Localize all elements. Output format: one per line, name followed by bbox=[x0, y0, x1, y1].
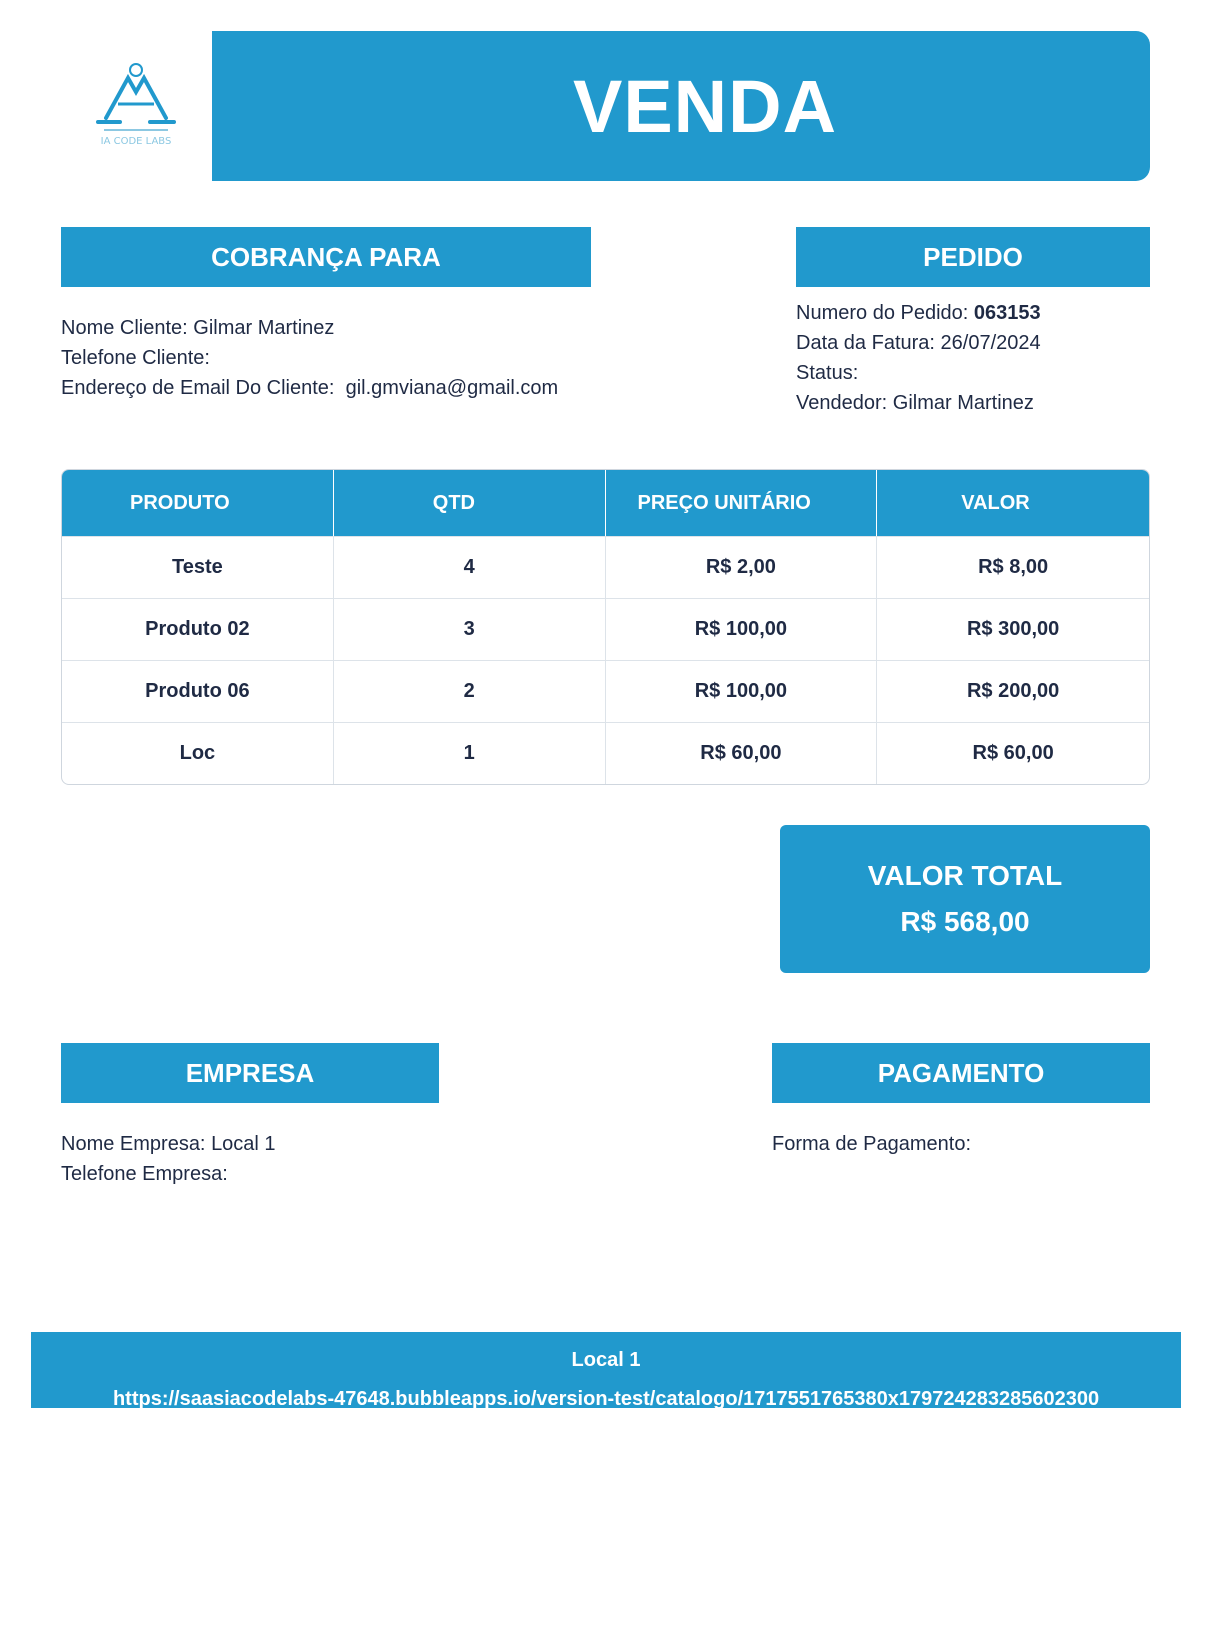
company-info bbox=[61, 1129, 481, 1189]
client-phone-line: Telefone Cliente: bbox=[61, 347, 210, 369]
header-qtd: QTD bbox=[334, 470, 606, 536]
cell-preco: R$ 100,00 bbox=[606, 598, 878, 660]
total-label: VALOR TOTAL bbox=[867, 860, 1063, 891]
cell-preco: R$ 2,00 bbox=[606, 536, 878, 598]
company-phone-line: Telefone Empresa: bbox=[61, 1163, 228, 1185]
company-name: Local 1 bbox=[211, 1133, 276, 1155]
seller-line: Vendedor: Gilmar Martinez bbox=[796, 392, 1034, 414]
logo-icon bbox=[84, 56, 188, 154]
table-row bbox=[62, 722, 1149, 784]
cell-valor: R$ 300,00 bbox=[877, 598, 1149, 660]
table-header-row bbox=[62, 470, 1149, 536]
footer-url[interactable]: https://saasiacodelabs-47648.bubbleapps.io/version-test/catalogo/1717551765380x179724283285602300 bbox=[112, 1388, 1100, 1408]
cell-preco: R$ 60,00 bbox=[606, 722, 878, 784]
client-name: Gilmar Martinez bbox=[193, 317, 335, 339]
seller-name: Gilmar Martinez bbox=[892, 392, 1034, 414]
order-number: 063153 bbox=[973, 302, 1041, 324]
footer bbox=[31, 1332, 1181, 1408]
client-name-line: Nome Cliente: Gilmar Martinez bbox=[61, 317, 335, 339]
items-table bbox=[61, 469, 1150, 785]
client-email-line: Endereço de Email Do Cliente: gil.gmviana@gmail.com bbox=[61, 377, 559, 399]
payment-heading: PAGAMENTO bbox=[772, 1043, 1150, 1103]
footer-company: Local 1 bbox=[571, 1349, 641, 1371]
table-row bbox=[62, 660, 1149, 722]
table-row bbox=[62, 536, 1149, 598]
cell-qtd: 2 bbox=[334, 660, 606, 722]
invoice-date-line: Data da Fatura: 26/07/2024 bbox=[796, 332, 1041, 354]
billing-heading: COBRANÇA PARA bbox=[61, 227, 591, 287]
page-title: VENDA bbox=[572, 64, 838, 148]
order-number-line: Numero do Pedido: 063153 bbox=[796, 302, 1041, 324]
status-line: Status: bbox=[796, 362, 859, 384]
cell-valor: R$ 60,00 bbox=[877, 722, 1149, 784]
cell-valor: R$ 8,00 bbox=[877, 536, 1149, 598]
cell-preco: R$ 100,00 bbox=[606, 660, 878, 722]
header-produto: PRODUTO bbox=[62, 470, 334, 536]
cell-produto: Loc bbox=[62, 722, 334, 784]
company-heading: EMPRESA bbox=[61, 1043, 439, 1103]
payment-info bbox=[772, 1129, 1150, 1159]
billing-info bbox=[61, 313, 621, 403]
total-value: R$ 568,00 bbox=[900, 906, 1030, 937]
header-preco-unitario: PREÇO UNITÁRIO bbox=[606, 470, 878, 536]
cell-qtd: 3 bbox=[334, 598, 606, 660]
logo-text: IA CODE LABS bbox=[100, 136, 172, 147]
order-info bbox=[796, 298, 1150, 418]
total-box bbox=[780, 825, 1150, 973]
cell-qtd: 4 bbox=[334, 536, 606, 598]
cell-valor: R$ 200,00 bbox=[877, 660, 1149, 722]
order-heading: PEDIDO bbox=[796, 227, 1150, 287]
cell-produto: Teste bbox=[62, 536, 334, 598]
cell-produto: Produto 06 bbox=[62, 660, 334, 722]
cell-qtd: 1 bbox=[334, 722, 606, 784]
invoice-date: 26/07/2024 bbox=[940, 332, 1041, 354]
header-valor: VALOR bbox=[877, 470, 1149, 536]
table-row bbox=[62, 598, 1149, 660]
company-logo bbox=[84, 56, 188, 154]
client-email: gil.gmviana@gmail.com bbox=[345, 377, 559, 399]
company-name-line: Nome Empresa: Local 1 bbox=[61, 1133, 276, 1155]
cell-produto: Produto 02 bbox=[62, 598, 334, 660]
payment-method-line: Forma de Pagamento: bbox=[772, 1133, 971, 1155]
title-bar bbox=[212, 31, 1150, 181]
